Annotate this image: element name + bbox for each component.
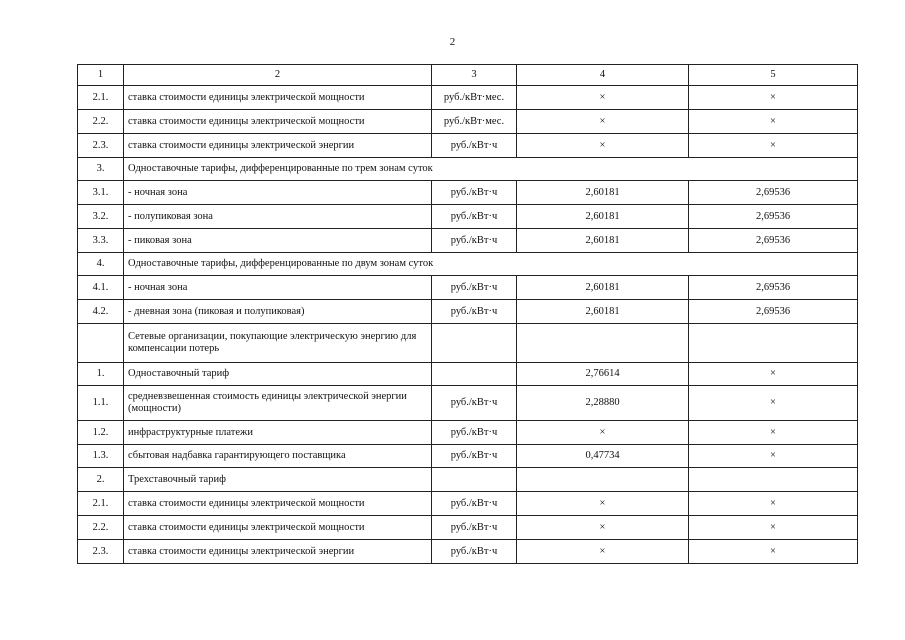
tariff-table	[77, 64, 858, 564]
unit-cell: руб./кВт·ч	[432, 540, 517, 564]
unit-cell: руб./кВт·ч	[432, 492, 517, 516]
row-number-cell: 2.1.	[78, 86, 124, 110]
table-row	[78, 540, 858, 564]
unit-cell: руб./кВт·мес.	[432, 86, 517, 110]
value-col5-cell: ×	[689, 516, 858, 540]
section-row	[78, 158, 858, 181]
unit-cell	[432, 363, 517, 386]
table-row	[78, 229, 858, 253]
table-row	[78, 363, 858, 386]
unit-cell: руб./кВт·ч	[432, 516, 517, 540]
unit-cell: руб./кВт·ч	[432, 421, 517, 445]
table-row	[78, 86, 858, 110]
row-number-cell: 3.2.	[78, 205, 124, 229]
table-row	[78, 421, 858, 445]
table-row	[78, 516, 858, 540]
header-cell: 2	[124, 65, 432, 86]
row-name-cell: - дневная зона (пиковая и полупиковая)	[124, 300, 432, 324]
value-col5-cell: ×	[689, 386, 858, 421]
value-col4-cell: ×	[517, 86, 689, 110]
row-number-cell: 2.2.	[78, 516, 124, 540]
value-col4-cell: 2,60181	[517, 300, 689, 324]
value-col4-cell: ×	[517, 492, 689, 516]
row-number-cell: 3.	[78, 158, 124, 181]
value-col5-cell: ×	[689, 86, 858, 110]
table-row	[78, 445, 858, 468]
unit-cell: руб./кВт·мес.	[432, 110, 517, 134]
row-name-cell: ставка стоимости единицы электрической энергии	[124, 134, 432, 158]
value-col4-cell: ×	[517, 134, 689, 158]
header-cell: 5	[689, 65, 858, 86]
row-name-cell: - полупиковая зона	[124, 205, 432, 229]
section-row	[78, 253, 858, 276]
unit-cell: руб./кВт·ч	[432, 300, 517, 324]
value-col5-cell: ×	[689, 492, 858, 516]
value-col4-cell: 2,60181	[517, 205, 689, 229]
header-cell: 1	[78, 65, 124, 86]
row-number-cell: 3.3.	[78, 229, 124, 253]
value-col4-cell: ×	[517, 110, 689, 134]
row-name-cell: средневзвешенная стоимость единицы электрической энергии (мощности)	[124, 386, 432, 421]
header-cell: 3	[432, 65, 517, 86]
section-title-cell: Одноставочные тарифы, дифференцированные по двум зонам суток	[124, 253, 858, 276]
row-name-cell: Трехставочный тариф	[124, 468, 432, 492]
table-row	[78, 300, 858, 324]
value-col4-cell: 2,60181	[517, 181, 689, 205]
value-col5-cell: 2,69536	[689, 300, 858, 324]
row-name-cell: ставка стоимости единицы электрической мощности	[124, 516, 432, 540]
row-number-cell: 2.1.	[78, 492, 124, 516]
row-number-cell: 2.3.	[78, 540, 124, 564]
value-col5-cell: ×	[689, 363, 858, 386]
unit-cell	[432, 468, 517, 492]
table-header-row	[78, 65, 858, 86]
row-name-cell: ставка стоимости единицы электрической энергии	[124, 540, 432, 564]
value-col5-cell: ×	[689, 110, 858, 134]
row-name-cell: ставка стоимости единицы электрической мощности	[124, 86, 432, 110]
row-number-cell: 3.1.	[78, 181, 124, 205]
row-number-cell: 1.	[78, 363, 124, 386]
value-col5-cell: ×	[689, 540, 858, 564]
row-number-cell: 4.	[78, 253, 124, 276]
row-number-cell: 1.3.	[78, 445, 124, 468]
table-row	[78, 386, 858, 421]
value-col4-cell: 2,60181	[517, 229, 689, 253]
row-number-cell: 4.1.	[78, 276, 124, 300]
value-col4-cell: 0,47734	[517, 445, 689, 468]
unit-cell: руб./кВт·ч	[432, 205, 517, 229]
unit-cell: руб./кВт·ч	[432, 276, 517, 300]
value-col5-cell: ×	[689, 134, 858, 158]
unit-cell: руб./кВт·ч	[432, 134, 517, 158]
table-row	[78, 181, 858, 205]
row-name-cell: - ночная зона	[124, 181, 432, 205]
value-col5-cell	[689, 324, 858, 363]
value-col4-cell: 2,60181	[517, 276, 689, 300]
row-number-cell: 2.2.	[78, 110, 124, 134]
row-name-cell: инфраструктурные платежи	[124, 421, 432, 445]
row-name-cell: ставка стоимости единицы электрической мощности	[124, 492, 432, 516]
unit-cell: руб./кВт·ч	[432, 386, 517, 421]
section-title-cell: Одноставочные тарифы, дифференцированные по трем зонам суток	[124, 158, 858, 181]
table-row	[78, 492, 858, 516]
unit-cell: руб./кВт·ч	[432, 445, 517, 468]
value-col4-cell: ×	[517, 421, 689, 445]
table-row	[78, 276, 858, 300]
page-number: 2	[449, 36, 456, 48]
row-number-cell: 2.3.	[78, 134, 124, 158]
value-col4-cell: 2,76614	[517, 363, 689, 386]
row-number-cell: 2.	[78, 468, 124, 492]
table-row	[78, 324, 858, 363]
value-col5-cell: 2,69536	[689, 229, 858, 253]
value-col4-cell: 2,28880	[517, 386, 689, 421]
row-name-cell: сбытовая надбавка гарантирующего поставщика	[124, 445, 432, 468]
unit-cell	[432, 324, 517, 363]
table-row	[78, 134, 858, 158]
table-row	[78, 205, 858, 229]
value-col5-cell: 2,69536	[689, 205, 858, 229]
value-col4-cell	[517, 324, 689, 363]
value-col4-cell: ×	[517, 540, 689, 564]
value-col5-cell: ×	[689, 445, 858, 468]
value-col5-cell	[689, 468, 858, 492]
value-col5-cell: ×	[689, 421, 858, 445]
table-row	[78, 468, 858, 492]
value-col4-cell	[517, 468, 689, 492]
value-col5-cell: 2,69536	[689, 181, 858, 205]
header-cell: 4	[517, 65, 689, 86]
value-col5-cell: 2,69536	[689, 276, 858, 300]
row-number-cell	[78, 324, 124, 363]
row-name-cell: Одноставочный тариф	[124, 363, 432, 386]
row-number-cell: 4.2.	[78, 300, 124, 324]
value-col4-cell: ×	[517, 516, 689, 540]
row-name-cell: - пиковая зона	[124, 229, 432, 253]
row-name-cell: ставка стоимости единицы электрической мощности	[124, 110, 432, 134]
row-number-cell: 1.1.	[78, 386, 124, 421]
table-row	[78, 110, 858, 134]
unit-cell: руб./кВт·ч	[432, 229, 517, 253]
row-number-cell: 1.2.	[78, 421, 124, 445]
unit-cell: руб./кВт·ч	[432, 181, 517, 205]
row-name-cell: Сетевые организации, покупающие электрическую энергию для компенсации потерь	[124, 324, 432, 363]
row-name-cell: - ночная зона	[124, 276, 432, 300]
